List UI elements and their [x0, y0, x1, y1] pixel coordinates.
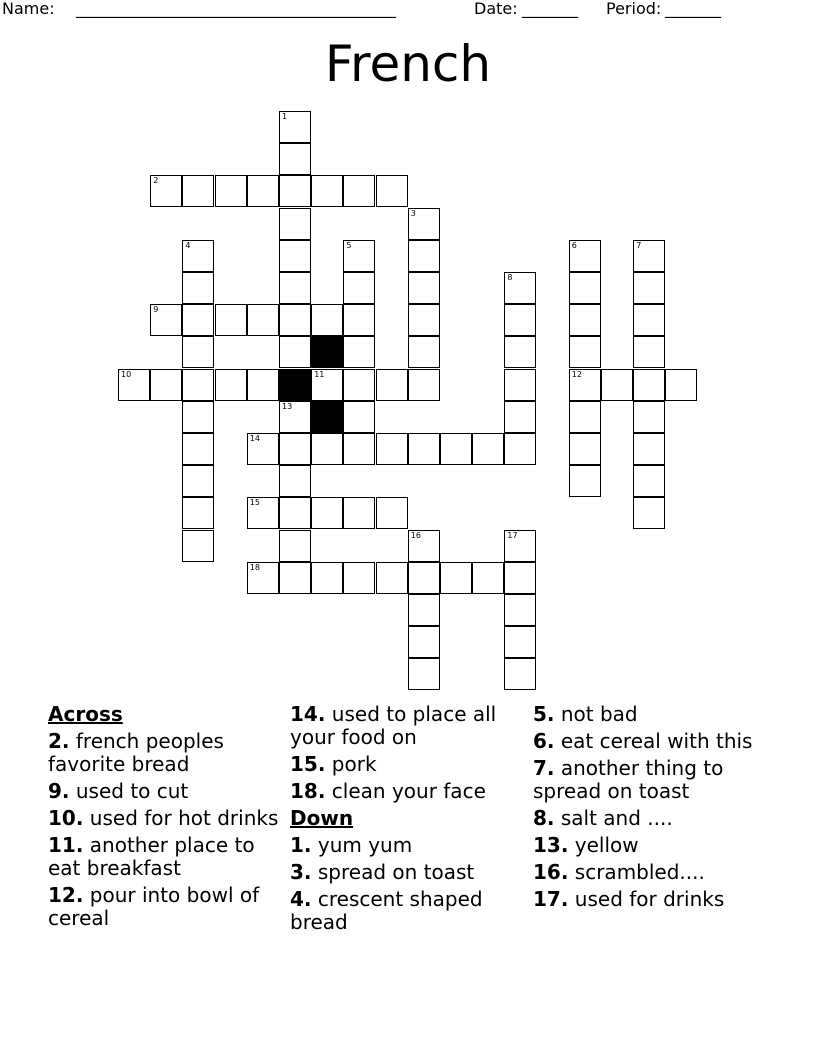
grid-cell[interactable]: [408, 304, 440, 336]
grid-cell[interactable]: [279, 433, 311, 465]
grid-cell[interactable]: [601, 369, 633, 401]
clue-text: used to place all your food on: [290, 702, 497, 749]
clue-number-7: 7: [636, 240, 642, 250]
grid-cell[interactable]: [311, 497, 343, 529]
clue-16: [533, 861, 763, 884]
clue-text: pork: [325, 752, 377, 776]
clue-text: another thing to spread on toast: [533, 756, 724, 803]
clue-number-10: 10: [121, 369, 132, 379]
clue-text: used for hot drinks: [83, 806, 279, 830]
grid-cell[interactable]: [408, 369, 440, 401]
grid-cell[interactable]: [504, 401, 536, 433]
clue-1: [290, 834, 522, 857]
clue-number: 16.: [533, 860, 569, 884]
grid-cell[interactable]: [279, 111, 311, 143]
clue-number-1: 1: [282, 112, 288, 121]
clue-number-4: 4: [185, 240, 191, 250]
grid-cell[interactable]: [569, 433, 601, 465]
grid-cell[interactable]: [408, 530, 440, 562]
grid-cell[interactable]: [311, 433, 343, 465]
clue-number: 14.: [290, 702, 326, 726]
black-square: [311, 336, 343, 368]
grid-cell[interactable]: [504, 336, 536, 368]
clue-7: [533, 757, 763, 803]
grid-cell[interactable]: [311, 175, 343, 207]
clue-number-9: 9: [153, 305, 159, 315]
clue-number-3: 3: [410, 208, 416, 218]
clue-number: 5.: [533, 702, 555, 726]
clue-text: spread on toast: [311, 860, 475, 884]
grid-cell[interactable]: [633, 465, 665, 497]
grid-cell[interactable]: [343, 497, 375, 529]
clue-number-11: 11: [314, 369, 325, 379]
clue-11: [48, 834, 280, 880]
grid-cell[interactable]: [215, 175, 247, 207]
clue-number: 7.: [533, 756, 555, 780]
grid-cell[interactable]: [182, 304, 214, 336]
grid-cell[interactable]: [472, 562, 504, 594]
grid-cell[interactable]: [504, 433, 536, 465]
grid-cell[interactable]: [279, 272, 311, 304]
puzzle-title: French: [324, 35, 492, 93]
clue-text: crescent shaped bread: [290, 887, 483, 934]
clue-3: [290, 861, 522, 884]
clue-number: 6.: [533, 729, 555, 753]
grid-cell[interactable]: [569, 369, 601, 401]
grid-cell[interactable]: [311, 304, 343, 336]
clue-number-15: 15: [249, 498, 260, 508]
grid-cell[interactable]: [569, 240, 601, 272]
grid-cell[interactable]: [633, 401, 665, 433]
grid-cell[interactable]: [633, 304, 665, 336]
clue-number-2: 2: [153, 176, 159, 186]
clue-number: 12.: [48, 883, 84, 907]
grid-cell[interactable]: [343, 401, 375, 433]
clue-number: 3.: [290, 860, 312, 884]
clue-text: another place to eat breakfast: [48, 833, 255, 880]
grid-cell[interactable]: [376, 175, 408, 207]
clue-number-17: 17: [507, 530, 518, 540]
grid-cell[interactable]: [182, 240, 214, 272]
clue-number: 9.: [48, 779, 70, 803]
grid-cell[interactable]: [408, 272, 440, 304]
clue-4: [290, 888, 522, 934]
grid-cell[interactable]: [569, 304, 601, 336]
grid-cell[interactable]: [311, 369, 343, 401]
grid-cell[interactable]: [150, 369, 182, 401]
grid-cell[interactable]: [633, 369, 665, 401]
clue-9: [48, 780, 280, 803]
grid-cell[interactable]: [408, 240, 440, 272]
grid-cell[interactable]: [408, 562, 440, 594]
grid-cell[interactable]: [150, 175, 182, 207]
grid-cell[interactable]: [633, 272, 665, 304]
grid-cell[interactable]: [279, 336, 311, 368]
grid-cell[interactable]: [343, 433, 375, 465]
grid-cell[interactable]: [247, 433, 279, 465]
grid-cell[interactable]: [279, 401, 311, 433]
grid-cell[interactable]: [279, 304, 311, 336]
grid-cell[interactable]: [343, 369, 375, 401]
clue-text: used for drinks: [568, 887, 725, 911]
grid-cell[interactable]: [376, 433, 408, 465]
period-field-line[interactable]: _______: [665, 0, 721, 18]
grid-cell[interactable]: [279, 497, 311, 529]
grid-cell[interactable]: [279, 530, 311, 562]
grid-cell[interactable]: [279, 465, 311, 497]
grid-cell[interactable]: [569, 401, 601, 433]
clue-8: [533, 807, 763, 830]
grid-cell[interactable]: [504, 658, 536, 690]
grid-cell[interactable]: [182, 433, 214, 465]
grid-cell[interactable]: [633, 240, 665, 272]
clue-number: 8.: [533, 806, 555, 830]
period-label: Period:: [606, 0, 662, 18]
grid-cell[interactable]: [279, 240, 311, 272]
clue-number-14: 14: [249, 434, 260, 443]
clue-number-5: 5: [346, 240, 352, 250]
grid-cell[interactable]: [504, 562, 536, 594]
clue-13: [533, 834, 763, 857]
clue-5: [533, 703, 763, 726]
grid-cell[interactable]: [408, 433, 440, 465]
grid-cell[interactable]: [343, 562, 375, 594]
grid-cell[interactable]: [182, 530, 214, 562]
clue-text: yum yum: [311, 833, 413, 857]
black-square: [311, 401, 343, 433]
grid-cell[interactable]: [343, 240, 375, 272]
grid-cell[interactable]: [150, 304, 182, 336]
grid-cell[interactable]: [633, 497, 665, 529]
clue-column-2: [290, 703, 522, 938]
clue-number: 18.: [290, 779, 326, 803]
clue-text: salt and ....: [554, 806, 673, 830]
clue-number-12: 12: [571, 369, 582, 379]
grid-cell[interactable]: [408, 594, 440, 626]
grid-cell[interactable]: [182, 175, 214, 207]
grid-cell[interactable]: [215, 304, 247, 336]
grid-cell[interactable]: [247, 175, 279, 207]
grid-cell[interactable]: [279, 143, 311, 175]
black-square: [279, 369, 311, 401]
grid-cell[interactable]: [247, 497, 279, 529]
clue-text: used to cut: [69, 779, 189, 803]
grid-cell[interactable]: [247, 304, 279, 336]
clue-number: 17.: [533, 887, 569, 911]
clue-number: 10.: [48, 806, 84, 830]
clue-text: eat cereal with this: [554, 729, 753, 753]
clue-number: 2.: [48, 729, 70, 753]
clue-text: pour into bowl of cereal: [48, 883, 260, 930]
grid-cell[interactable]: [343, 175, 375, 207]
clue-15: [290, 753, 522, 776]
grid-cell[interactable]: [569, 465, 601, 497]
grid-cell[interactable]: [504, 304, 536, 336]
grid-cell[interactable]: [633, 336, 665, 368]
grid-cell[interactable]: [279, 562, 311, 594]
grid-cell[interactable]: [279, 208, 311, 240]
grid-cell[interactable]: [118, 369, 150, 401]
grid-cell[interactable]: [376, 369, 408, 401]
clue-text: clean your face: [325, 779, 486, 803]
clue-number: 15.: [290, 752, 326, 776]
grid-cell[interactable]: [440, 562, 472, 594]
down-heading: Down: [290, 806, 354, 830]
clue-column-3: [533, 703, 763, 915]
clue-number: 1.: [290, 833, 312, 857]
grid-cell[interactable]: [504, 594, 536, 626]
grid-cell[interactable]: [569, 272, 601, 304]
grid-cell[interactable]: [247, 369, 279, 401]
clue-14: [290, 703, 522, 749]
grid-cell[interactable]: [247, 562, 279, 594]
clue-text: yellow: [568, 833, 639, 857]
grid-cell[interactable]: [408, 658, 440, 690]
clue-column-1: [48, 703, 280, 934]
clue-text: not bad: [554, 702, 638, 726]
clue-number-16: 16: [410, 530, 421, 540]
clue-6: [533, 730, 763, 753]
grid-cell[interactable]: [440, 433, 472, 465]
grid-cell[interactable]: [504, 272, 536, 304]
grid-cell[interactable]: [408, 626, 440, 658]
clue-number-13: 13: [282, 401, 293, 411]
clue-number-8: 8: [507, 273, 513, 282]
grid-cell[interactable]: [215, 369, 247, 401]
grid-cell[interactable]: [633, 433, 665, 465]
grid-cell[interactable]: [311, 562, 343, 594]
clue-number: 13.: [533, 833, 569, 857]
grid-cell[interactable]: [182, 272, 214, 304]
grid-cell[interactable]: [182, 465, 214, 497]
clue-number-6: 6: [571, 240, 577, 250]
grid-cell[interactable]: [408, 336, 440, 368]
grid-cell[interactable]: [182, 369, 214, 401]
grid-cell[interactable]: [182, 497, 214, 529]
clue-12: [48, 884, 280, 930]
clue-number-18: 18: [249, 562, 260, 572]
name-field-line[interactable]: ________________________________________: [76, 0, 396, 18]
name-label: Name:: [2, 0, 55, 18]
grid-cell[interactable]: [504, 530, 536, 562]
clue-text: french peoples favorite bread: [48, 729, 224, 776]
grid-cell[interactable]: [343, 272, 375, 304]
grid-cell[interactable]: [504, 626, 536, 658]
grid-cell[interactable]: [343, 336, 375, 368]
grid-cell[interactable]: [182, 336, 214, 368]
grid-cell[interactable]: [343, 304, 375, 336]
date-field-line[interactable]: _______: [522, 0, 578, 18]
date-label: Date:: [474, 0, 518, 18]
grid-cell[interactable]: [376, 497, 408, 529]
clue-number: 4.: [290, 887, 312, 911]
grid-cell[interactable]: [408, 208, 440, 240]
grid-cell[interactable]: [504, 369, 536, 401]
grid-cell[interactable]: [569, 336, 601, 368]
clue-10: [48, 807, 280, 830]
grid-cell[interactable]: [279, 175, 311, 207]
grid-cell[interactable]: [472, 433, 504, 465]
grid-cell[interactable]: [376, 562, 408, 594]
clue-18: [290, 780, 522, 803]
across-heading: Across: [48, 702, 123, 726]
grid-cell[interactable]: [182, 401, 214, 433]
clue-text: scrambled....: [568, 860, 705, 884]
clue-2: [48, 730, 280, 776]
clue-number: 11.: [48, 833, 84, 857]
grid-cell[interactable]: [665, 369, 697, 401]
clue-17: [533, 888, 763, 911]
